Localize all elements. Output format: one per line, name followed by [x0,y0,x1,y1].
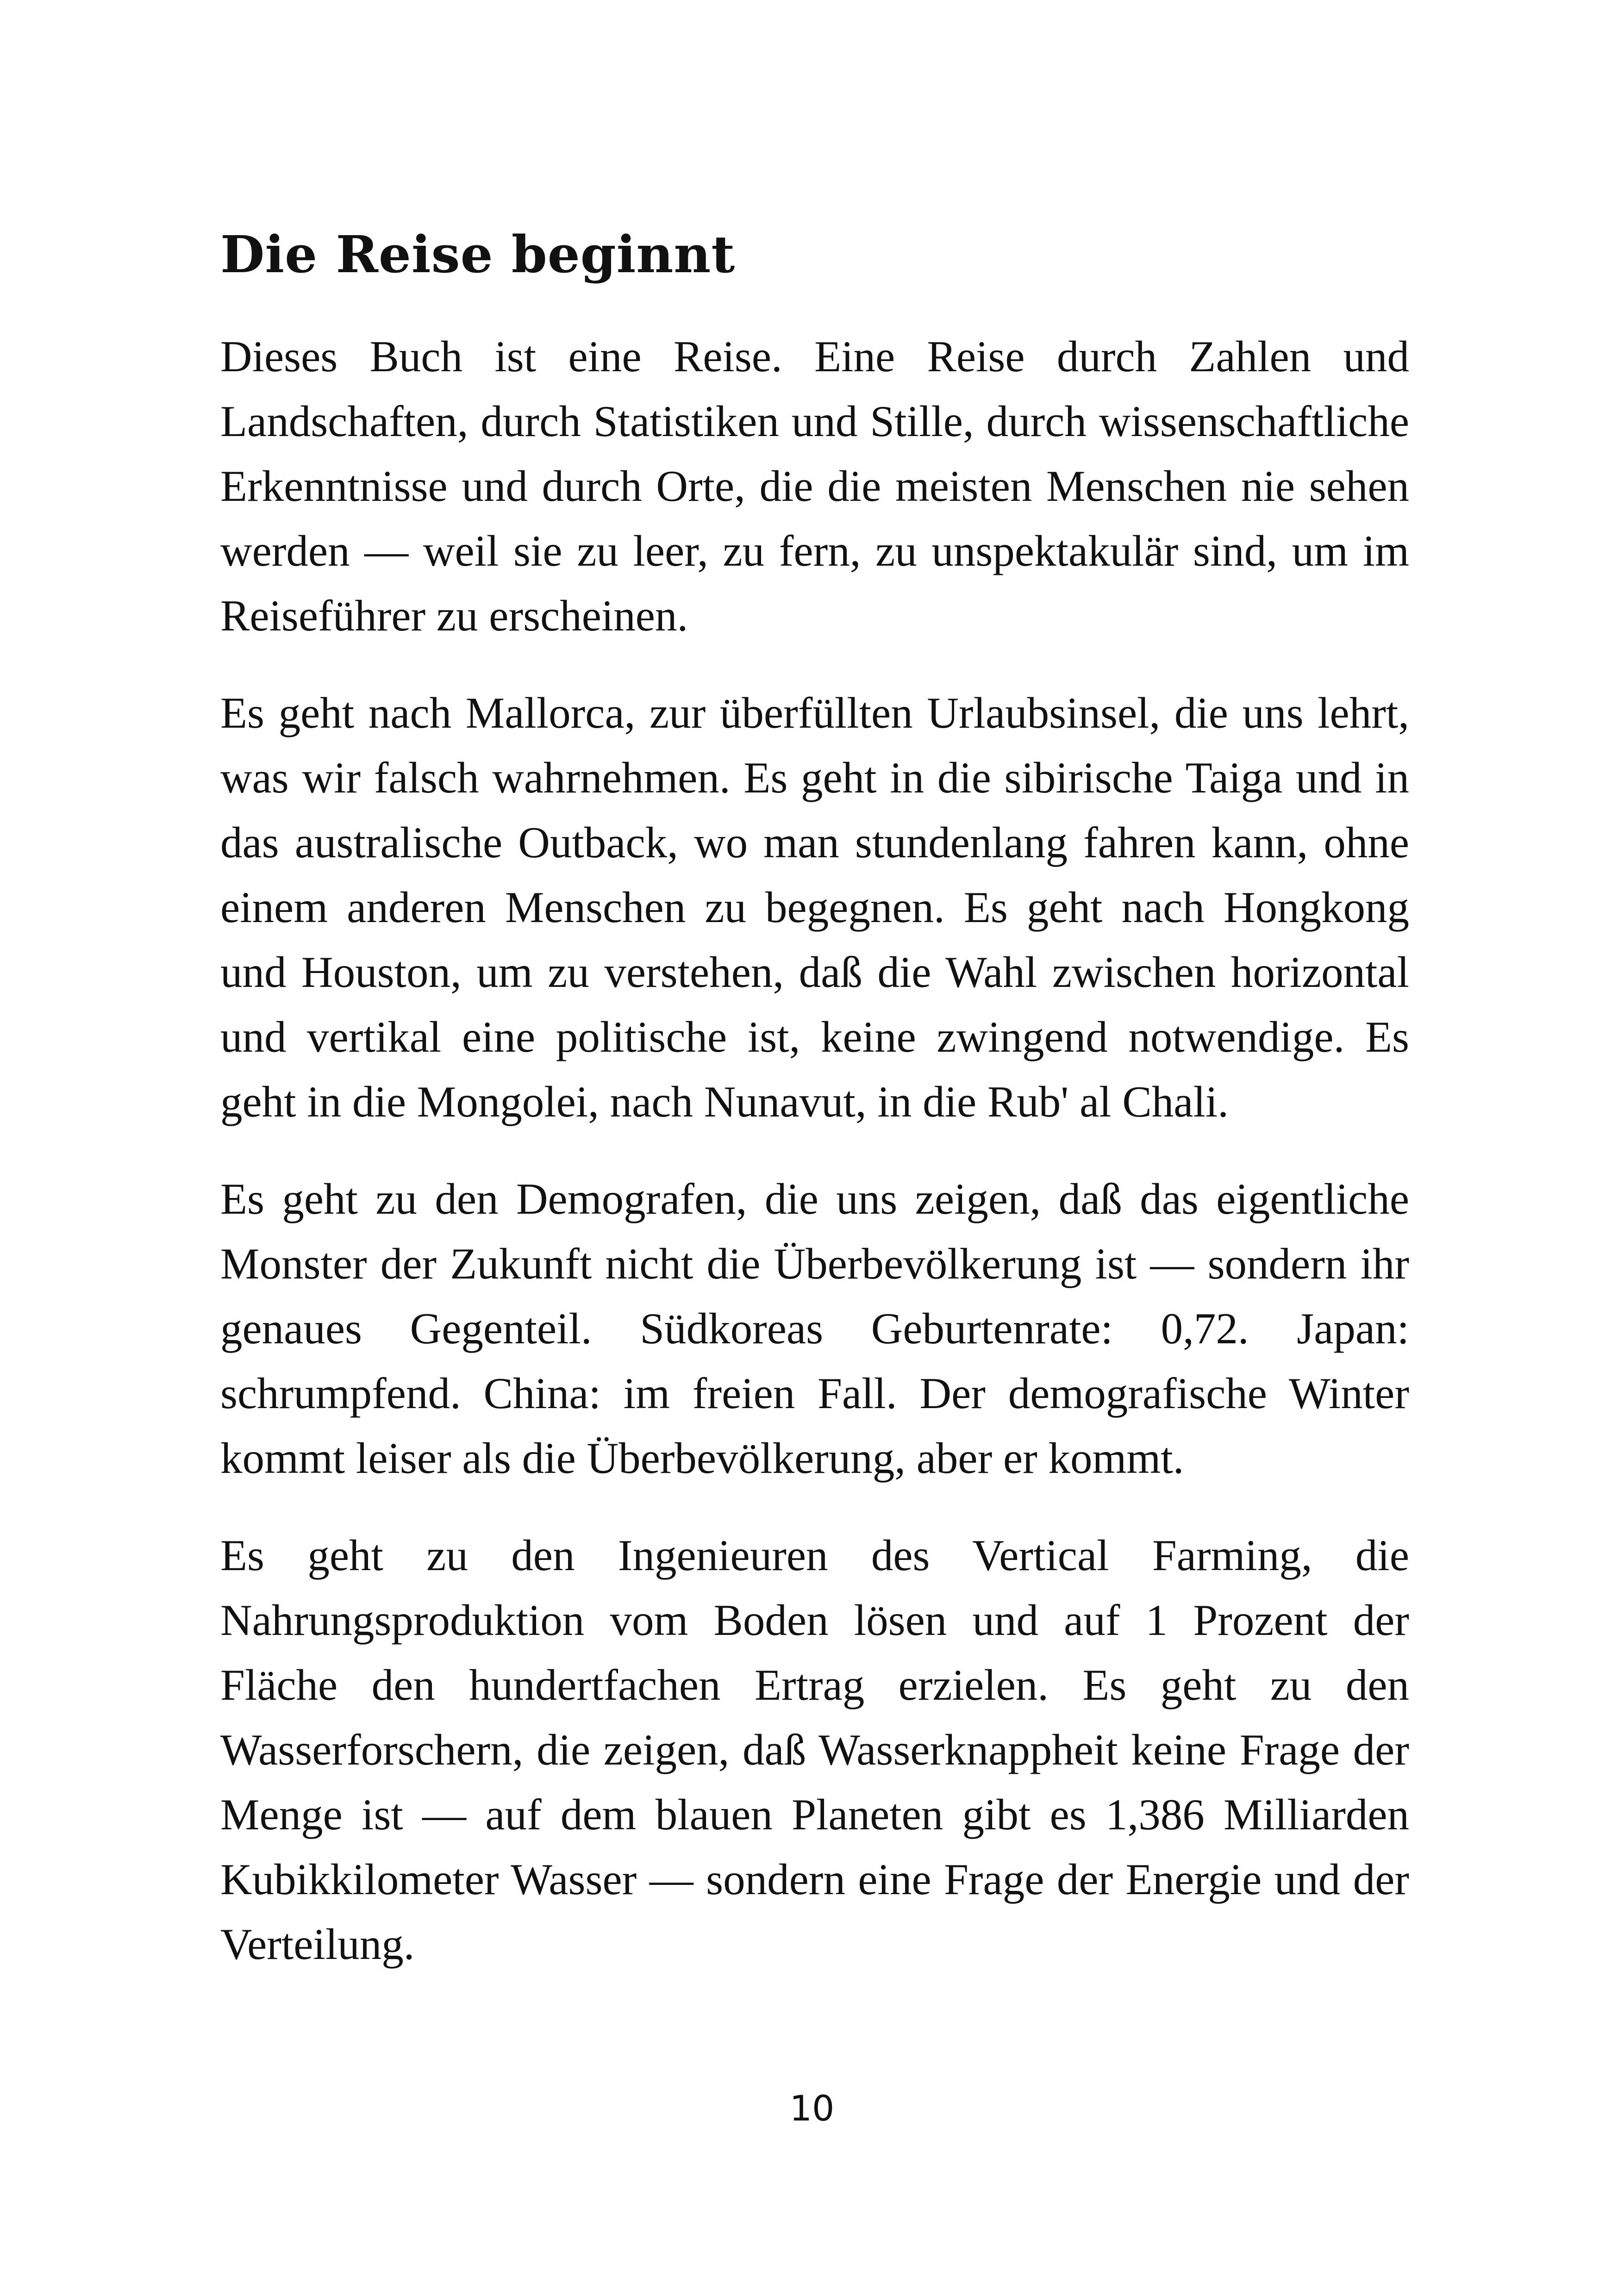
page-content [220,222,1409,2009]
paragraph: Es geht zu den Demografen, die uns zeigen, daß das eigentliche Monster der Zukunft nicht die Überbevölkerung ist — sondern ihr genaues Gegenteil. Südkoreas Geburtenrate: 0,72. Japan: schrumpfend. China: im freien Fall. Der demografische Winter kommt leiser als die Überbevölkerung, aber er kommt. [220,1174,1409,1483]
page-number: 10 [789,2088,835,2129]
paragraph: Es geht nach Mallorca, zur überfüllten Urlaubsinsel, die uns lehrt, was wir falsch wahrnehmen. Es geht in die sibirische Taiga und in das australische Outback, wo man stundenlang fahren kann, ohne einem anderen Menschen zu begegnen. Es geht nach Hongkong und Houston, um zu verstehen, daß die Wahl zwischen horizontal und vertikal eine politische ist, keine zwingend notwendige. Es geht in die Mongolei, nach Nunavut, in die Rub' al Chali. [220,688,1409,1126]
paragraph: Dieses Buch ist eine Reise. Eine Reise durch Zahlen und Landschaften, durch Statistiken und Stille, durch wissenschaftliche Erkenntnisse und durch Orte, die die meisten Menschen nie sehen werden — weil sie zu leer, zu fern, zu unspektakulär sind, um im Reiseführer zu erscheinen. [220,332,1409,640]
chapter-title: Die Reise beginnt [220,225,736,284]
paragraph: Es geht zu den Ingenieuren des Vertical Farming, die Nahrungsproduktion vom Boden lösen und auf 1 Prozent der Fläche den hundertfachen Ertrag erzielen. Es geht zu den Wasserforschern, die zeigen, daß Wasserknappheit keine Frage der Menge ist — auf dem blauen Planeten gibt es 1,386 Milliarden Kubikkilometer Wasser — sondern eine Frage der Energie und der Verteilung. [220,1531,1409,1969]
